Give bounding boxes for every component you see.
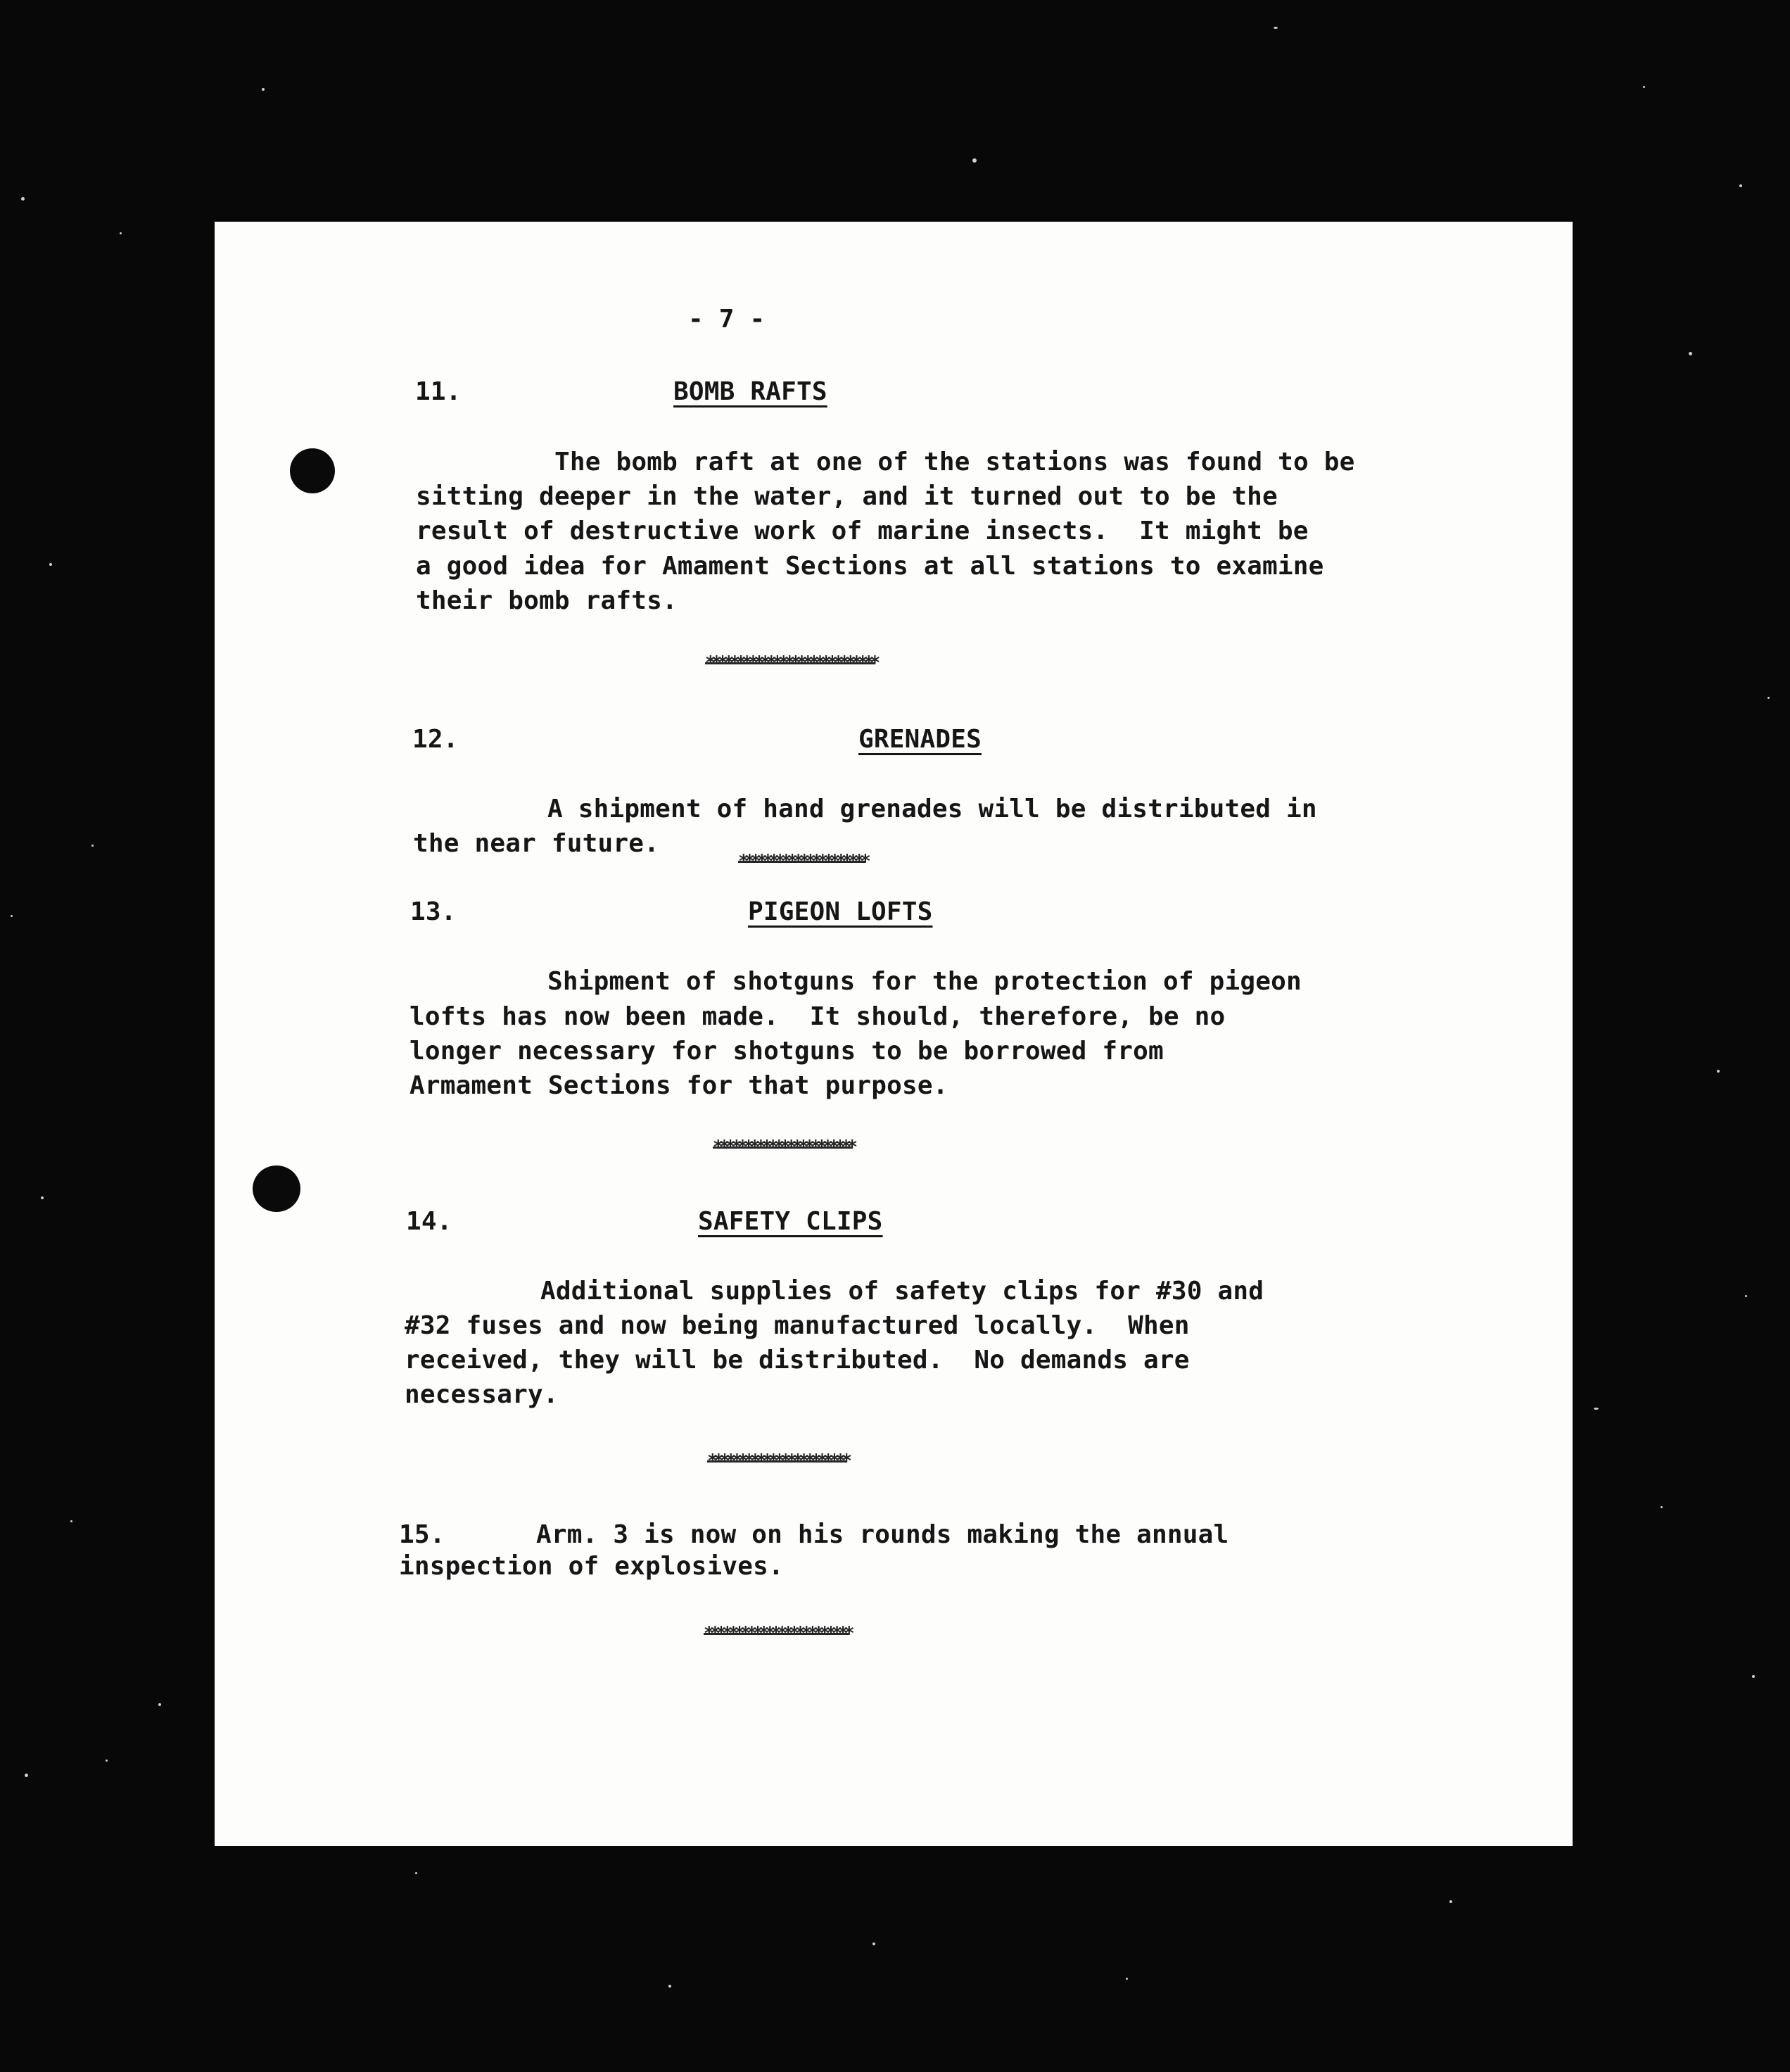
section-separator: *********************** [707, 1451, 848, 1472]
section-separator: ********************* [738, 851, 866, 872]
section-heading: SAFETY CLIPS [698, 1207, 883, 1236]
body-line: inspection of explosives. [399, 1552, 784, 1581]
section-number: 13. [410, 897, 457, 926]
body-line: #32 fuses and now being manufactured locally. When [405, 1311, 1190, 1340]
body-line: the near future. [413, 829, 659, 858]
body-line: necessary. [405, 1380, 559, 1409]
typewritten-page [215, 222, 1573, 1846]
body-line: result of destructive work of marine insects. It might be [416, 517, 1309, 545]
body-line: A shipment of hand grenades will be distributed in [547, 795, 1317, 823]
body-line: The bomb raft at one of the stations was found to be [554, 448, 1355, 476]
body-line: sitting deeper in the water, and it turned out to be the [416, 482, 1278, 511]
body-line: Shipment of shotguns for the protection of pigeon [547, 967, 1302, 996]
section-separator: *********************** [713, 1137, 853, 1158]
section-number: 15. [399, 1520, 445, 1549]
section-separator: **************************** [705, 652, 876, 674]
body-line: Armament Sections for that purpose. [410, 1071, 948, 1100]
body-line: Additional supplies of safety clips for #30 and [540, 1277, 1264, 1306]
section-number: 12. [412, 725, 459, 754]
section-heading: GRENADES [858, 725, 982, 754]
body-line: their bomb rafts. [416, 586, 678, 615]
binder-hole-top [290, 448, 335, 493]
binder-hole-bottom [253, 1166, 300, 1212]
section-separator: ************************ [704, 1623, 850, 1644]
page-number: - 7 - [688, 305, 766, 334]
section-heading: BOMB RAFTS [673, 377, 827, 406]
body-line: lofts has now been made. It should, therefore, be no [410, 1002, 1226, 1031]
section-number: 11. [415, 377, 462, 406]
body-line: received, they will be distributed. No demands are [405, 1346, 1190, 1375]
body-line: a good idea for Amament Sections at all stations to examine [416, 552, 1324, 581]
body-line: Arm. 3 is now on his rounds making the annual [536, 1520, 1229, 1549]
body-line: longer necessary for shotguns to be borrowed from [410, 1037, 1164, 1066]
section-number: 14. [406, 1207, 452, 1236]
section-heading: PIGEON LOFTS [748, 897, 933, 926]
